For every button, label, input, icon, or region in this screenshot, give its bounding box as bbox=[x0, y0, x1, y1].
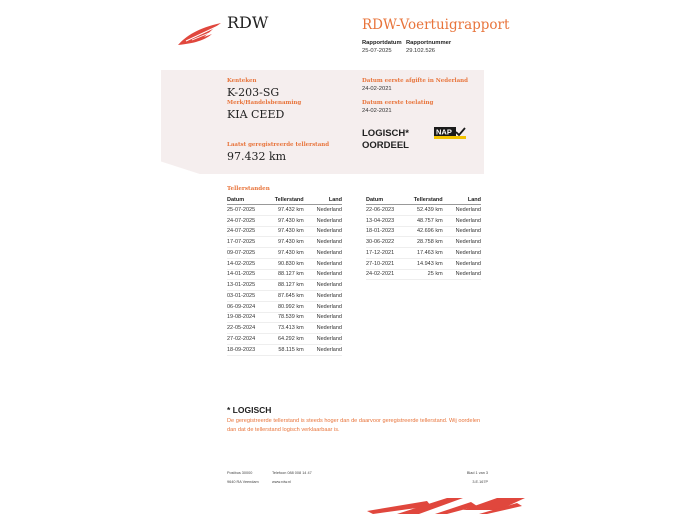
table-row bbox=[227, 237, 342, 248]
col-land: Land bbox=[443, 195, 481, 205]
report-date-value: 25-07-2025 bbox=[362, 48, 392, 54]
cell-datum: 19-08-2024 bbox=[227, 312, 265, 323]
footer-page: Blad 1 van 3 bbox=[466, 471, 488, 475]
cell-tellerstand: 97.430 km bbox=[265, 215, 303, 226]
cell-datum: 22-05-2024 bbox=[227, 323, 265, 334]
report-date-label: Rapportdatum bbox=[362, 40, 402, 46]
document-title: RDW-Voertuigrapport bbox=[362, 17, 510, 33]
cell-land: Nederland bbox=[443, 226, 481, 237]
cell-datum: 25-07-2025 bbox=[227, 205, 265, 216]
table-row bbox=[227, 301, 342, 312]
cell-datum: 06-09-2024 bbox=[227, 301, 265, 312]
table-row bbox=[227, 215, 342, 226]
cell-tellerstand: 90.830 km bbox=[265, 258, 303, 269]
report-number-label: Rapportnummer bbox=[406, 40, 452, 46]
cell-land: Nederland bbox=[443, 248, 481, 259]
footnote-title: * LOGISCH bbox=[227, 405, 272, 415]
cell-tellerstand: 25 km bbox=[404, 269, 442, 280]
rdw-logo-icon bbox=[178, 22, 222, 46]
report-number bbox=[406, 40, 451, 54]
table-row bbox=[227, 226, 342, 237]
cell-tellerstand: 14.943 km bbox=[404, 258, 442, 269]
cell-datum: 09-07-2025 bbox=[227, 248, 265, 259]
kenteken-block bbox=[227, 78, 279, 99]
teller-label: Laatst geregistreerde tellerstand bbox=[227, 142, 330, 148]
cell-tellerstand: 48.757 km bbox=[404, 215, 442, 226]
cell-land: Nederland bbox=[304, 258, 342, 269]
cell-land: Nederland bbox=[304, 237, 342, 248]
col-land: Land bbox=[304, 195, 342, 205]
tellerstanden-table-left bbox=[227, 195, 342, 356]
table-row bbox=[227, 344, 342, 355]
cell-datum: 24-07-2025 bbox=[227, 226, 265, 237]
eerste-afgifte-label: Datum eerste afgifte in Nederland bbox=[362, 78, 469, 84]
cell-datum: 17-07-2025 bbox=[227, 237, 265, 248]
merk-label: Merk/Handelsbenaming bbox=[227, 100, 302, 106]
table-row bbox=[227, 323, 342, 334]
merk-value: KIA CEED bbox=[227, 108, 285, 121]
cell-tellerstand: 97.432 km bbox=[265, 205, 303, 216]
cell-land: Nederland bbox=[304, 205, 342, 216]
footnote-text: De geregistreerde tellerstand is steeds hoger dan de daarvoor geregistreerde tellerstand. Wij oordelen dan dat de tellerstand logisch verklaarbaar is. bbox=[227, 418, 481, 433]
cell-datum: 14-01-2025 bbox=[227, 269, 265, 280]
cell-tellerstand: 80.992 km bbox=[265, 301, 303, 312]
cell-tellerstand: 42.696 km bbox=[404, 226, 442, 237]
kenteken-label: Kenteken bbox=[227, 78, 257, 84]
table-row bbox=[227, 205, 342, 216]
col-datum: Datum bbox=[227, 195, 265, 205]
footer-code: 3.E.167P bbox=[472, 480, 488, 484]
cell-land: Nederland bbox=[304, 291, 342, 302]
cell-datum: 24-02-2021 bbox=[366, 269, 404, 280]
cell-tellerstand: 88.127 km bbox=[265, 280, 303, 291]
eerste-afgifte-value: 24-02-2021 bbox=[362, 86, 392, 92]
table-row bbox=[227, 312, 342, 323]
cell-tellerstand: 58.115 km bbox=[265, 344, 303, 355]
teller-value: 97.432 km bbox=[227, 150, 287, 163]
cell-tellerstand: 64.292 km bbox=[265, 334, 303, 345]
cell-land: Nederland bbox=[304, 312, 342, 323]
table-row bbox=[227, 248, 342, 259]
cell-land: Nederland bbox=[304, 226, 342, 237]
table-row bbox=[366, 215, 481, 226]
decorative-stripes-icon bbox=[367, 497, 525, 514]
cell-land: Nederland bbox=[304, 248, 342, 259]
table-row bbox=[227, 269, 342, 280]
verdict bbox=[362, 128, 409, 152]
brand-name: RDW bbox=[227, 13, 269, 32]
table-header-row bbox=[227, 195, 342, 205]
cell-datum: 03-01-2025 bbox=[227, 291, 265, 302]
cell-land: Nederland bbox=[443, 205, 481, 216]
col-datum: Datum bbox=[366, 195, 404, 205]
table-row bbox=[366, 205, 481, 216]
footer-web: www.rdw.nl bbox=[272, 480, 291, 484]
cell-land: Nederland bbox=[304, 269, 342, 280]
cell-datum: 17-12-2021 bbox=[366, 248, 404, 259]
cell-land: Nederland bbox=[304, 301, 342, 312]
cell-land: Nederland bbox=[443, 258, 481, 269]
cell-land: Nederland bbox=[443, 215, 481, 226]
col-tellerstand: Tellerstand bbox=[404, 195, 442, 205]
cell-land: Nederland bbox=[304, 215, 342, 226]
cell-land: Nederland bbox=[304, 280, 342, 291]
cell-datum: 18-01-2023 bbox=[366, 226, 404, 237]
col-tellerstand: Tellerstand bbox=[265, 195, 303, 205]
eerste-toelating-label: Datum eerste toelating bbox=[362, 100, 434, 106]
eerste-afgifte-block bbox=[362, 78, 468, 92]
cell-datum: 30-06-2022 bbox=[366, 237, 404, 248]
table-row bbox=[366, 248, 481, 259]
cell-tellerstand: 87.645 km bbox=[265, 291, 303, 302]
cell-land: Nederland bbox=[304, 344, 342, 355]
table-row bbox=[227, 280, 342, 291]
cell-tellerstand: 73.413 km bbox=[265, 323, 303, 334]
cell-tellerstand: 97.430 km bbox=[265, 226, 303, 237]
cell-datum: 13-01-2025 bbox=[227, 280, 265, 291]
cell-land: Nederland bbox=[443, 237, 481, 248]
table-row bbox=[366, 237, 481, 248]
footer-phone: Telefoon 088 008 14 47 bbox=[272, 471, 312, 475]
table-row bbox=[227, 291, 342, 302]
footer-address-1: Postbus 30000 bbox=[227, 471, 253, 475]
cell-tellerstand: 17.463 km bbox=[404, 248, 442, 259]
merk-block bbox=[227, 100, 301, 121]
cell-land: Nederland bbox=[304, 334, 342, 345]
verdict-line-2: OORDEEL bbox=[362, 140, 409, 151]
report-date bbox=[362, 40, 402, 54]
table-row bbox=[227, 334, 342, 345]
nap-logo-text: NAP bbox=[436, 127, 452, 137]
cell-tellerstand: 97.430 km bbox=[265, 248, 303, 259]
table-row bbox=[227, 258, 342, 269]
cell-datum: 27-10-2021 bbox=[366, 258, 404, 269]
cell-datum: 27-02-2024 bbox=[227, 334, 265, 345]
cell-land: Nederland bbox=[304, 323, 342, 334]
footer-address-2: 9640 RA Veendam bbox=[227, 480, 259, 484]
cell-datum: 24-07-2025 bbox=[227, 215, 265, 226]
verdict-line-1: LOGISCH* bbox=[362, 128, 409, 139]
table-row bbox=[366, 258, 481, 269]
cell-datum: 18-09-2023 bbox=[227, 344, 265, 355]
cell-datum: 14-02-2025 bbox=[227, 258, 265, 269]
report-number-value: 29.102.526 bbox=[406, 48, 436, 54]
tellerstanden-title: Tellerstanden bbox=[227, 186, 270, 192]
cell-land: Nederland bbox=[443, 269, 481, 280]
table-header-row bbox=[366, 195, 481, 205]
cell-tellerstand: 88.127 km bbox=[265, 269, 303, 280]
eerste-toelating-block bbox=[362, 100, 433, 114]
cell-datum: 22-06-2023 bbox=[366, 205, 404, 216]
cell-tellerstand: 28.758 km bbox=[404, 237, 442, 248]
cell-tellerstand: 78.539 km bbox=[265, 312, 303, 323]
kenteken-value: K-203-SG bbox=[227, 86, 280, 99]
cell-datum: 13-04-2023 bbox=[366, 215, 404, 226]
nap-logo-icon bbox=[434, 127, 466, 139]
table-row bbox=[366, 269, 481, 280]
tellerstanden-table-right bbox=[366, 195, 481, 280]
cell-tellerstand: 52.439 km bbox=[404, 205, 442, 216]
table-row bbox=[366, 226, 481, 237]
cell-tellerstand: 97.430 km bbox=[265, 237, 303, 248]
teller-block bbox=[227, 142, 329, 163]
eerste-toelating-value: 24-02-2021 bbox=[362, 108, 392, 114]
